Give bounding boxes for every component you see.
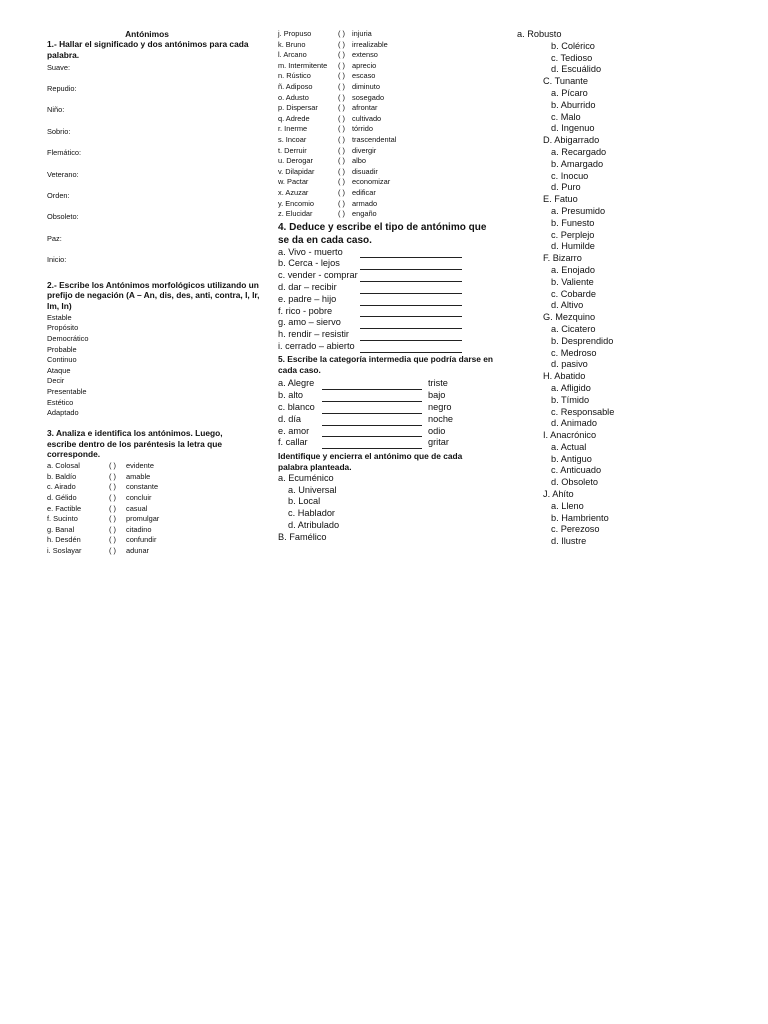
match-row: [47, 514, 269, 525]
match-word: l. Arcano: [278, 50, 307, 60]
q1-word: Sobrio:: [47, 126, 71, 136]
match-word: h. Desdén: [47, 535, 81, 545]
answer-parens[interactable]: ( ): [109, 471, 116, 481]
answer-line[interactable]: [360, 307, 462, 317]
match-row: [47, 461, 269, 472]
match-option: divergir: [352, 145, 377, 155]
match-word: r. Inerme: [278, 124, 308, 134]
q4-pair: f. rico - pobre: [278, 305, 333, 316]
match-row: [278, 82, 500, 93]
q6-option[interactable]: c. Perplejo: [551, 229, 595, 240]
answer-parens[interactable]: ( ): [338, 71, 345, 81]
match-word: s. Incoar: [278, 134, 307, 144]
q6-option[interactable]: c. Malo: [551, 111, 581, 122]
answer-line[interactable]: [322, 427, 422, 437]
q4-item: [278, 247, 500, 259]
q6-option[interactable]: c. Inocuo: [551, 170, 589, 181]
match-word: i. Soslayar: [47, 545, 82, 555]
answer-parens[interactable]: ( ): [109, 503, 116, 513]
match-word: u. Derogar: [278, 156, 313, 166]
page-title: Antónimos: [125, 29, 169, 39]
match-word: j. Propuso: [278, 29, 312, 38]
q6-option[interactable]: c. Medroso: [551, 347, 597, 358]
q1-word: Veterano:: [47, 169, 79, 179]
q6-option[interactable]: a. Lleno: [551, 500, 584, 511]
answer-parens[interactable]: ( ): [338, 113, 345, 123]
q1-word: Repudio:: [47, 83, 77, 93]
q5-right-word: odio: [428, 425, 446, 436]
match-option: constante: [126, 482, 159, 492]
q1-word: Orden:: [47, 190, 70, 200]
q4-item: [278, 329, 500, 341]
answer-parens[interactable]: ( ): [109, 535, 116, 545]
q6-word: C. Tunante: [543, 76, 588, 87]
match-word: p. Dispersar: [278, 103, 318, 113]
q5-right-word: triste: [428, 378, 448, 389]
q5-right-word: negro: [428, 402, 452, 413]
answer-line[interactable]: [360, 343, 462, 353]
q6-word: E. Fatuo: [543, 194, 578, 205]
column-right: [517, 29, 757, 548]
q2-word: Presentable: [47, 387, 87, 397]
answer-parens[interactable]: ( ): [338, 29, 345, 38]
q5-left-word: d. día: [278, 413, 301, 424]
q2-word: Adaptado: [47, 408, 79, 418]
q6-option[interactable]: c. Cobarde: [551, 288, 596, 299]
match-option: armado: [352, 198, 378, 208]
match-row: [47, 493, 269, 504]
q4-pair: b. Cerca - lejos: [278, 258, 340, 269]
match-option: cultivado: [352, 113, 382, 123]
q6-option[interactable]: d. Ingenuo: [551, 123, 595, 134]
q5-item: [278, 426, 500, 438]
q3-match-list: [47, 461, 269, 556]
match-row: [47, 546, 269, 557]
match-word: w. Pactar: [278, 177, 309, 187]
match-word: a. Colosal: [47, 461, 80, 471]
q5-list: [278, 378, 500, 449]
match-word: t. Derruir: [278, 145, 307, 155]
match-row: [47, 482, 269, 493]
match-word: b. Baldío: [47, 471, 77, 481]
match-option: diminuto: [352, 81, 380, 91]
answer-line[interactable]: [322, 392, 422, 402]
q6-word: B. Famélico: [278, 531, 327, 542]
q2-word: Democrático: [47, 334, 89, 344]
answer-parens[interactable]: ( ): [338, 198, 345, 208]
q6-option[interactable]: d. Altivo: [551, 300, 584, 311]
q5-item: [278, 378, 500, 390]
q6-option[interactable]: d. pasivo: [551, 359, 588, 370]
match-option: economizar: [352, 177, 391, 187]
q2-word: Decir: [47, 376, 65, 386]
q4-pair: d. dar – recibir: [278, 282, 337, 293]
answer-parens[interactable]: ( ): [338, 134, 345, 144]
q6-option[interactable]: d. Escuálido: [551, 64, 602, 75]
q5-item: [278, 414, 500, 426]
answer-line[interactable]: [322, 439, 422, 449]
q6-word: J. Ahíto: [543, 489, 574, 500]
q1-word: Obsoleto:: [47, 212, 79, 222]
q4-item: [278, 294, 500, 306]
q6-option[interactable]: b. Hambriento: [551, 512, 609, 523]
match-option: promulgar: [126, 514, 160, 524]
q6-word: H. Abatido: [543, 371, 586, 382]
q4-pair: e. padre – hijo: [278, 293, 337, 304]
q6-option[interactable]: c. Perezoso: [551, 524, 600, 535]
q6-word: a. Ecuménico: [278, 472, 334, 483]
q2-word: Estable: [47, 312, 72, 322]
q6-option[interactable]: b. Local: [288, 496, 321, 507]
match-word: v. Dilapidar: [278, 166, 315, 176]
match-option: amable: [126, 471, 151, 481]
match-row: [47, 525, 269, 536]
answer-parens[interactable]: ( ): [338, 177, 345, 187]
q5-left-word: c. blanco: [278, 402, 315, 413]
answer-line[interactable]: [322, 380, 422, 390]
q6-option[interactable]: a. Cicatero: [551, 323, 596, 334]
match-option: irrealizable: [352, 39, 388, 49]
q5-right-word: noche: [428, 413, 454, 424]
q2-word: Continuo: [47, 355, 77, 365]
match-row: [278, 40, 500, 51]
q6-option[interactable]: b. Antiguo: [551, 453, 592, 464]
q5-left-word: a. Alegre: [278, 378, 315, 389]
answer-parens[interactable]: ( ): [338, 50, 345, 60]
answer-parens[interactable]: ( ): [109, 493, 116, 502]
match-row: [278, 135, 500, 146]
match-word: e. Factible: [47, 503, 82, 513]
answer-parens[interactable]: ( ): [338, 124, 345, 134]
q5-item: [278, 402, 500, 414]
q5-heading: 5. Escribe la categoría intermedia que podría darse en cada caso.: [278, 353, 494, 375]
q6-option[interactable]: c. Responsable: [551, 406, 615, 417]
match-option: evidente: [126, 461, 154, 471]
match-option: citadino: [126, 524, 152, 534]
q1-word-list: [47, 63, 269, 277]
q6-groups-middle: [278, 473, 500, 544]
q2-word: Propósito: [47, 323, 79, 333]
q6-option[interactable]: d. Humilde: [551, 241, 595, 252]
q3-heading: 3. Analiza e identifica los antónimos. Luego, escribe dentro de los paréntesis la letra que corresponde.: [47, 427, 223, 460]
q6-word: a. Robusto: [517, 29, 562, 39]
q4-item: [278, 282, 500, 294]
answer-parens[interactable]: ( ): [338, 145, 345, 155]
q6-option[interactable]: d. Ilustre: [551, 536, 587, 547]
match-word: o. Adusto: [278, 92, 309, 102]
match-word: ñ. Adiposo: [278, 81, 313, 91]
answer-parens[interactable]: ( ): [109, 514, 116, 524]
q4-heading: 4. Deduce y escribe el tipo de antónimo que se da en cada caso.: [278, 221, 487, 246]
q1-word: Inicio:: [47, 255, 67, 265]
q1-word: Paz:: [47, 233, 62, 243]
q4-list: [278, 247, 500, 353]
q3-match-list-continued: [278, 29, 500, 220]
q6-option[interactable]: b. Amargado: [551, 158, 604, 169]
match-row: [47, 504, 269, 515]
match-option: extenso: [352, 50, 378, 60]
match-row: [278, 93, 500, 104]
match-option: injuria: [352, 29, 372, 38]
answer-parens[interactable]: ( ): [338, 187, 345, 197]
match-row: [47, 472, 269, 483]
q4-pair: g. amo – siervo: [278, 317, 341, 328]
answer-line[interactable]: [360, 296, 462, 306]
answer-parens[interactable]: ( ): [338, 81, 345, 91]
match-option: adunar: [126, 545, 150, 555]
q1-heading: 1.- Hallar el significado y dos antónimos para cada palabra.: [47, 39, 249, 60]
q6-word: I. Anacrónico: [543, 430, 597, 441]
match-option: casual: [126, 503, 148, 513]
q4-pair: c. vender - comprar: [278, 270, 358, 281]
q1-word: Flemático:: [47, 148, 82, 158]
q6-option[interactable]: a. Enojado: [551, 264, 595, 275]
answer-parens[interactable]: ( ): [338, 103, 345, 113]
match-option: confundir: [126, 535, 157, 545]
q5-right-word: gritar: [428, 437, 449, 448]
match-row: [278, 146, 500, 157]
match-row: [278, 156, 500, 167]
match-row: [278, 177, 500, 188]
q4-item: [278, 341, 500, 353]
match-word: c. Airado: [47, 482, 76, 492]
match-option: tórrido: [352, 124, 373, 134]
match-word: n. Rústico: [278, 71, 311, 81]
answer-line[interactable]: [360, 260, 462, 270]
match-option: aprecio: [352, 60, 377, 70]
answer-parens[interactable]: ( ): [338, 39, 345, 49]
q5-left-word: f. callar: [278, 437, 308, 448]
q4-pair: i. cerrado – abierto: [278, 341, 355, 352]
match-option: edificar: [352, 187, 376, 197]
match-option: concluir: [126, 493, 152, 502]
match-word: d. Gélido: [47, 493, 77, 502]
answer-parens[interactable]: ( ): [109, 461, 116, 471]
column-middle: [278, 29, 500, 544]
q6-option[interactable]: d. Atribulado: [288, 520, 340, 531]
match-word: y. Encomio: [278, 198, 315, 208]
match-row: [278, 50, 500, 61]
q5-item: [278, 437, 500, 449]
answer-parens[interactable]: ( ): [338, 92, 345, 102]
match-row: [278, 61, 500, 72]
answer-parens[interactable]: ( ): [338, 166, 345, 176]
q4-pair: a. Vivo - muerto: [278, 246, 343, 257]
answer-parens[interactable]: ( ): [338, 209, 345, 219]
q4-pair: h. rendir – resistir: [278, 329, 349, 340]
q6-option[interactable]: c. Hablador: [288, 508, 335, 519]
q5-left-word: b. alto: [278, 390, 304, 401]
answer-parens[interactable]: ( ): [338, 60, 345, 70]
answer-parens[interactable]: ( ): [109, 482, 116, 492]
match-word: m. Intermitente: [278, 60, 328, 70]
match-row: [278, 103, 500, 114]
q6-option[interactable]: a. Recargado: [551, 146, 607, 157]
match-row: [278, 71, 500, 82]
match-row: [47, 535, 269, 546]
q4-item: [278, 258, 500, 270]
answer-parens[interactable]: ( ): [109, 524, 116, 534]
match-row: [278, 199, 500, 210]
answer-line[interactable]: [322, 416, 422, 426]
match-row: [278, 124, 500, 135]
q6-option[interactable]: a. Pícaro: [551, 87, 588, 98]
q5-right-word: bajo: [428, 390, 446, 401]
q6-option[interactable]: b. Tímido: [551, 394, 590, 405]
match-word: g. Banal: [47, 524, 75, 534]
match-row: [278, 167, 500, 178]
match-option: engaño: [352, 209, 377, 219]
match-word: f. Sucinto: [47, 514, 78, 524]
match-row: [278, 188, 500, 199]
q4-item: [278, 317, 500, 329]
answer-parens[interactable]: ( ): [109, 545, 116, 555]
answer-line[interactable]: [322, 404, 422, 414]
column-left: [47, 29, 269, 557]
q1-word: Suave:: [47, 62, 71, 72]
q6-option[interactable]: c. Tedioso: [551, 52, 593, 63]
match-option: albo: [352, 156, 366, 166]
match-option: trascendental: [352, 134, 397, 144]
q6-word: G. Mezquino: [543, 312, 596, 323]
match-row: [278, 29, 500, 40]
answer-line[interactable]: [360, 284, 462, 294]
q6-option[interactable]: b. Funesto: [551, 217, 595, 228]
match-word: x. Azuzar: [278, 187, 309, 197]
q2-word: Estético: [47, 397, 74, 407]
q6-option[interactable]: d. Obsoleto: [551, 477, 598, 488]
match-word: q. Adrede: [278, 113, 310, 123]
match-word: z. Elucidar: [278, 209, 313, 219]
q2-word: Ataque: [47, 365, 71, 375]
answer-line[interactable]: [360, 272, 462, 282]
q6-option[interactable]: b. Colérico: [551, 40, 595, 51]
q6-option[interactable]: a. Universal: [288, 484, 337, 495]
q6-option[interactable]: b. Desprendido: [551, 335, 614, 346]
q6-option[interactable]: b. Aburrido: [551, 99, 596, 110]
q2-word: Probable: [47, 344, 77, 354]
match-row: [278, 114, 500, 125]
q6-heading: Identifique y encierra el antónimo que de cada palabra planteada.: [278, 451, 463, 473]
q6-word: D. Abigarrado: [543, 135, 600, 146]
match-word: k. Bruno: [278, 39, 306, 49]
q2-word-list: [47, 313, 269, 419]
q6-word: F. Bizarro: [543, 253, 582, 264]
q6-option[interactable]: c. Anticuado: [551, 465, 602, 476]
q6-option[interactable]: d. Puro: [551, 182, 581, 193]
answer-line[interactable]: [360, 248, 462, 258]
q6-option[interactable]: a. Actual: [551, 441, 587, 452]
q2-heading: 2.- Escribe los Antónimos morfológicos utilizando un prefijo de negación (A – An, dis, des, anti, contra, I, Ir, Im, In): [47, 279, 260, 312]
answer-parens[interactable]: ( ): [338, 156, 345, 166]
q6-option[interactable]: a. Afligido: [551, 382, 591, 393]
match-option: sosegado: [352, 92, 385, 102]
q6-groups-right: [517, 29, 757, 548]
q6-option[interactable]: a. Presumido: [551, 205, 606, 216]
match-option: escaso: [352, 71, 376, 81]
answer-line[interactable]: [360, 319, 462, 329]
q5-item: [278, 390, 500, 402]
match-option: afrontar: [352, 103, 378, 113]
q4-item: [278, 270, 500, 282]
q5-left-word: e. amor: [278, 425, 310, 436]
q6-option[interactable]: b. Valiente: [551, 276, 594, 287]
answer-line[interactable]: [360, 331, 462, 341]
match-option: disuadir: [352, 166, 378, 176]
q4-item: [278, 306, 500, 318]
q1-word: Niño:: [47, 105, 65, 115]
q6-option[interactable]: d. Animado: [551, 418, 597, 429]
match-row: [278, 209, 500, 220]
